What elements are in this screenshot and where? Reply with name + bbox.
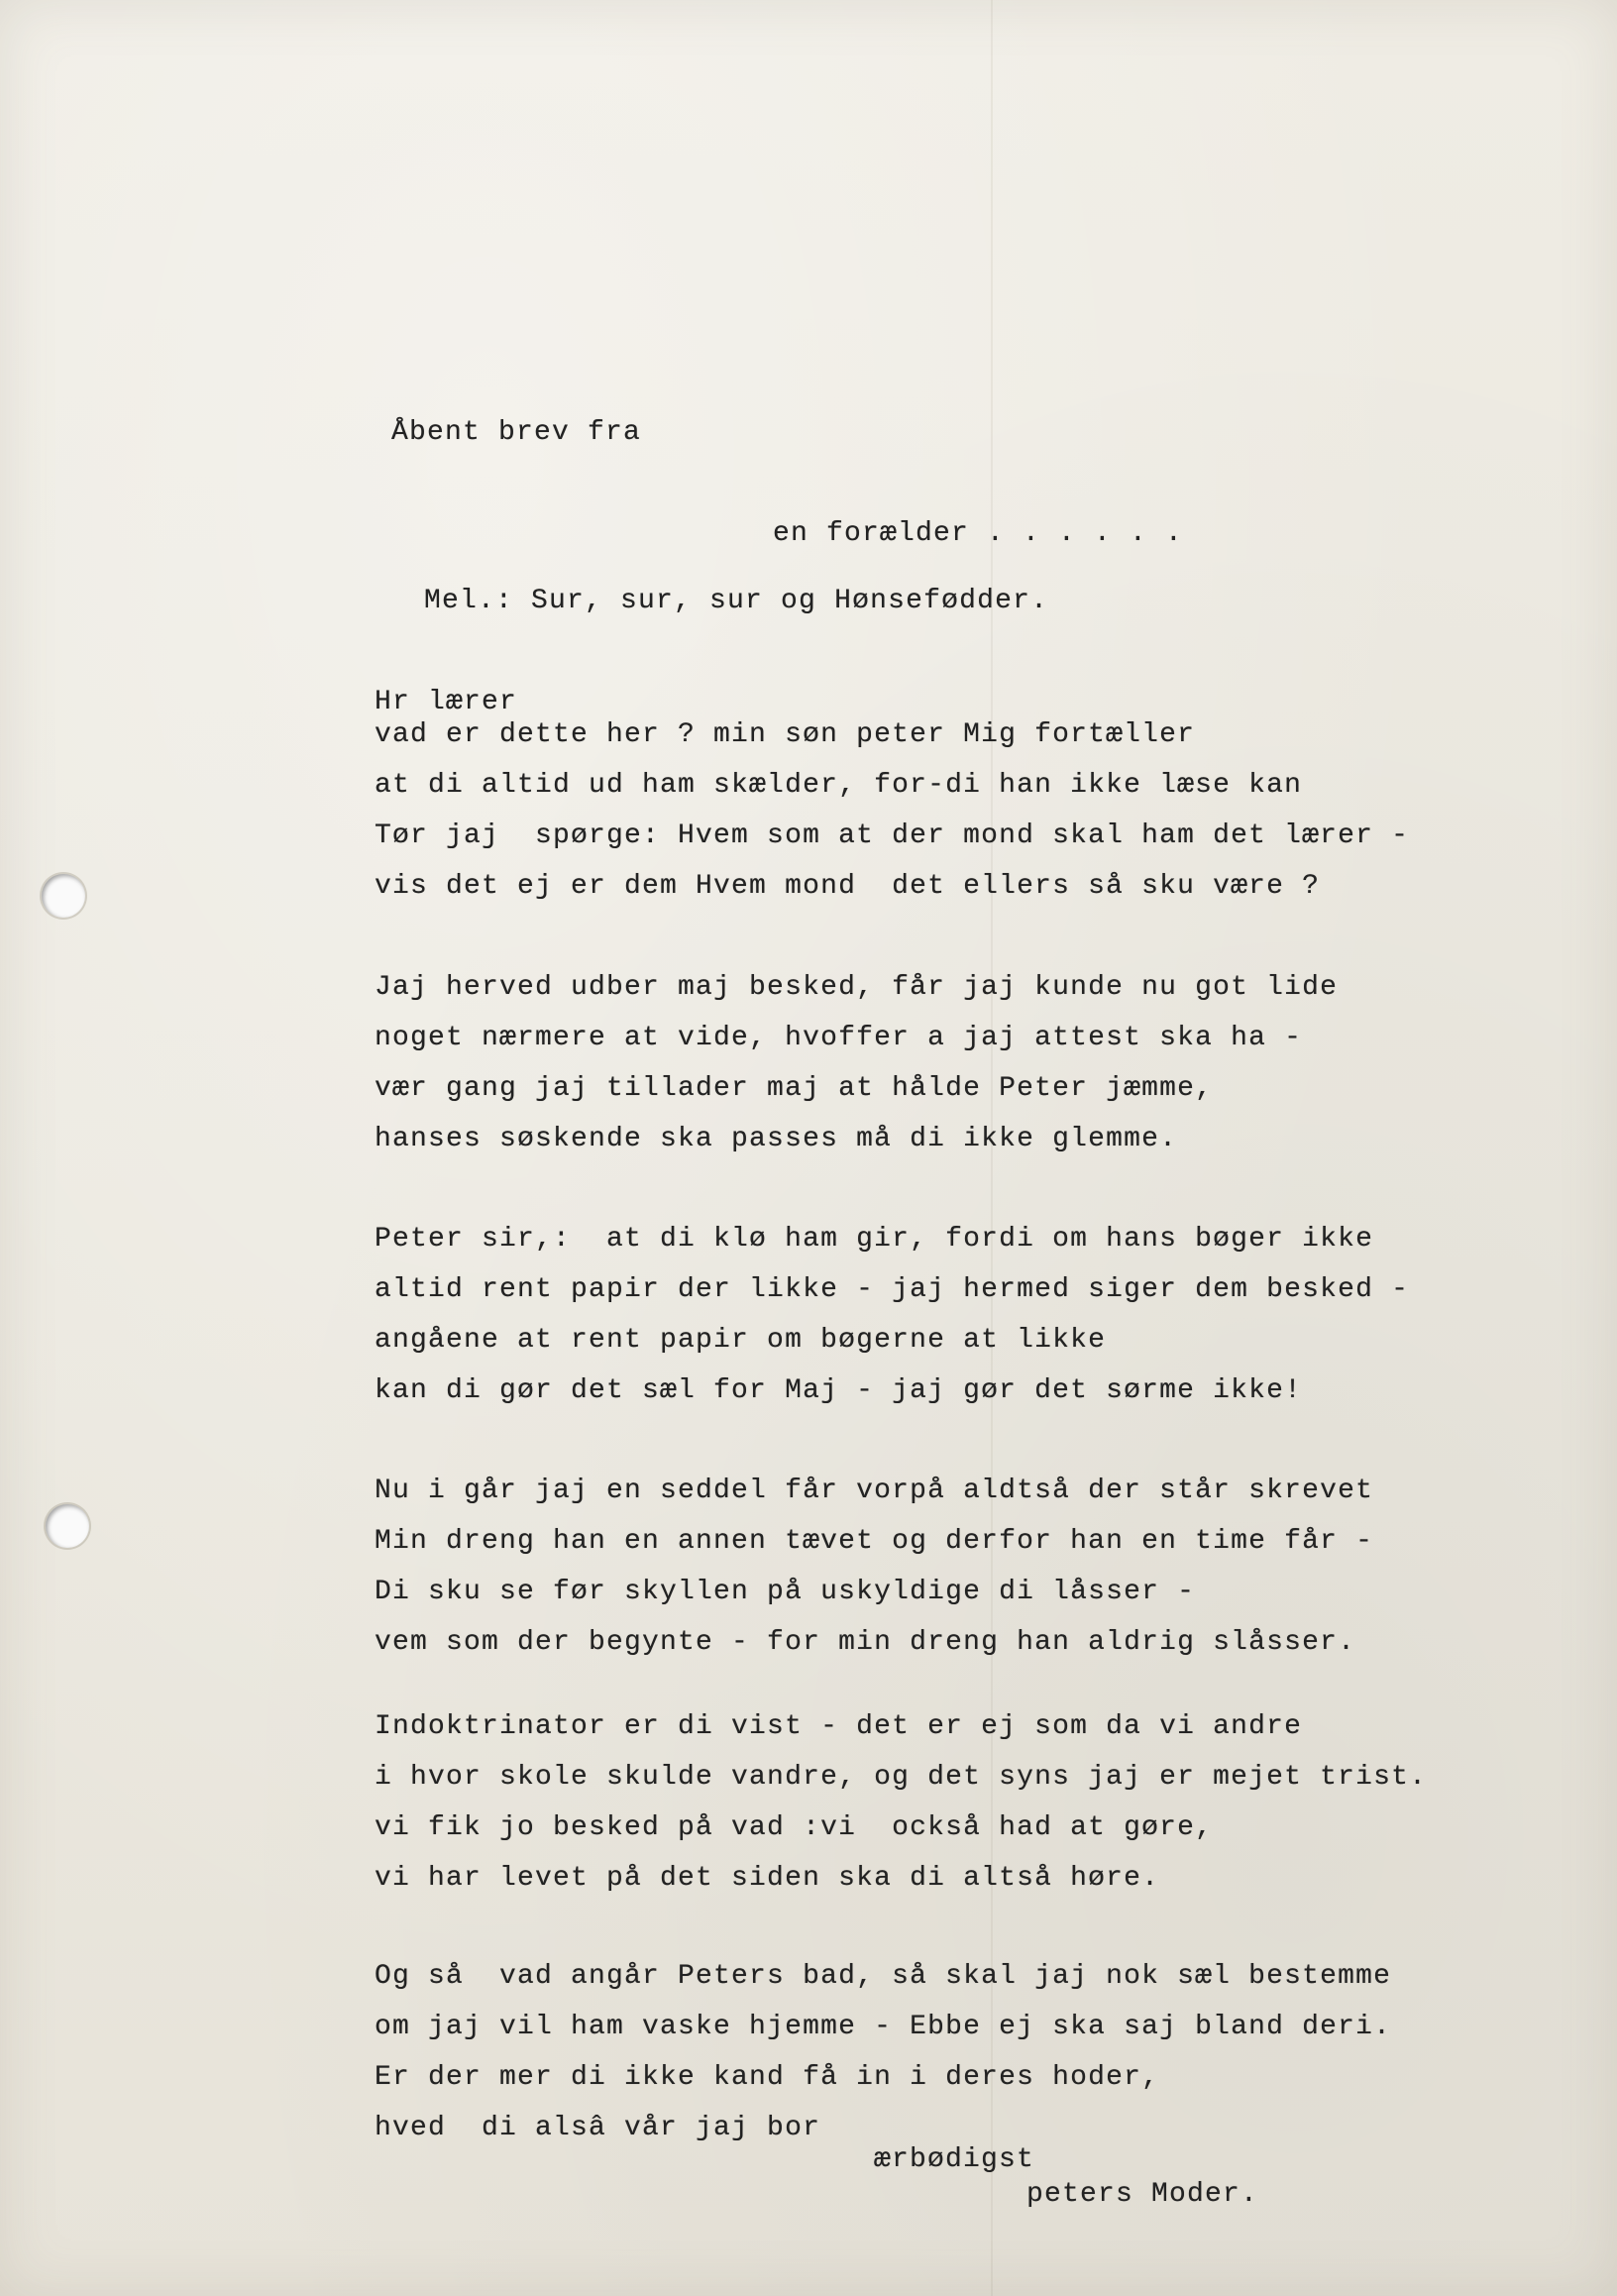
verse-line: angåene at rent papir om bøgerne at likke (375, 1325, 1107, 1356)
melody-line: Mel.: Sur, sur, sur og Hønsefødder. (424, 586, 1049, 616)
verse-line: noget nærmere at vide, hvoffer a jaj attest ska ha - (375, 1023, 1303, 1053)
letter-title: Åbent brev fra (391, 417, 642, 448)
verse-line: vi har levet på det siden ska di altså høre. (375, 1863, 1160, 1894)
verse-line: at di altid ud ham skælder, for-di han ikke læse kan (375, 770, 1303, 801)
verse-line: vis det ej er dem Hvem mond det ellers så sku være ? (375, 871, 1321, 902)
verse-line: i hvor skole skulde vandre, og det syns jaj er mejet trist. (375, 1762, 1428, 1793)
salutation: Hr lærer (375, 687, 518, 717)
verse-line: om jaj vil ham vaske hjemme - Ebbe ej ska saj bland deri. (375, 2012, 1392, 2042)
verse-line: vad er dette her ? min søn peter Mig fortæller (375, 719, 1196, 750)
verse-line: Peter sir,: at di klø ham gir, fordi om hans bøger ikke (375, 1224, 1374, 1255)
verse-line: Er der mer di ikke kand få in i deres hoder, (375, 2062, 1160, 2093)
punch-hole-bottom (46, 1504, 89, 1548)
verse-line: vær gang jaj tillader maj at hålde Peter jæmme, (375, 1073, 1214, 1104)
verse-line: hved di alsâ vår jaj bor (375, 2113, 821, 2143)
signature: peters Moder. (1026, 2179, 1259, 2210)
verse-line: altid rent papir der likke - jaj hermed siger dem besked - (375, 1274, 1410, 1305)
verse-line: hanses søskende ska passes må di ikke glemme. (375, 1124, 1178, 1154)
verse-line: Min dreng han en annen tævet og derfor han en time får - (375, 1526, 1374, 1557)
verse-line: Jaj herved udber maj besked, får jaj kunde nu got lide (375, 972, 1339, 1003)
verse-line: Og så vad angår Peters bad, så skal jaj nok sæl bestemme (375, 1961, 1392, 1992)
verse-line: Di sku se før skyllen på uskyldige di låsser - (375, 1577, 1196, 1607)
verse-line: Tør jaj spørge: Hvem som at der mond skal ham det lærer - (375, 820, 1410, 851)
verse-line: vem som der begynte - for min dreng han aldrig slåsser. (375, 1627, 1356, 1658)
punch-hole-top (42, 874, 85, 918)
closing: ærbødigst (874, 2144, 1035, 2175)
verse-line: vi fik jo besked på vad :vi också had at gøre, (375, 1812, 1214, 1843)
verse-line: Nu i går jaj en seddel får vorpå aldtså der står skrevet (375, 1476, 1374, 1506)
letter-from: en forælder . . . . . . (773, 518, 1184, 549)
verse-line: Indoktrinator er di vist - det er ej som da vi andre (375, 1711, 1303, 1742)
verse-line: kan di gør det sæl for Maj - jaj gør det sørme ikke! (375, 1375, 1303, 1406)
